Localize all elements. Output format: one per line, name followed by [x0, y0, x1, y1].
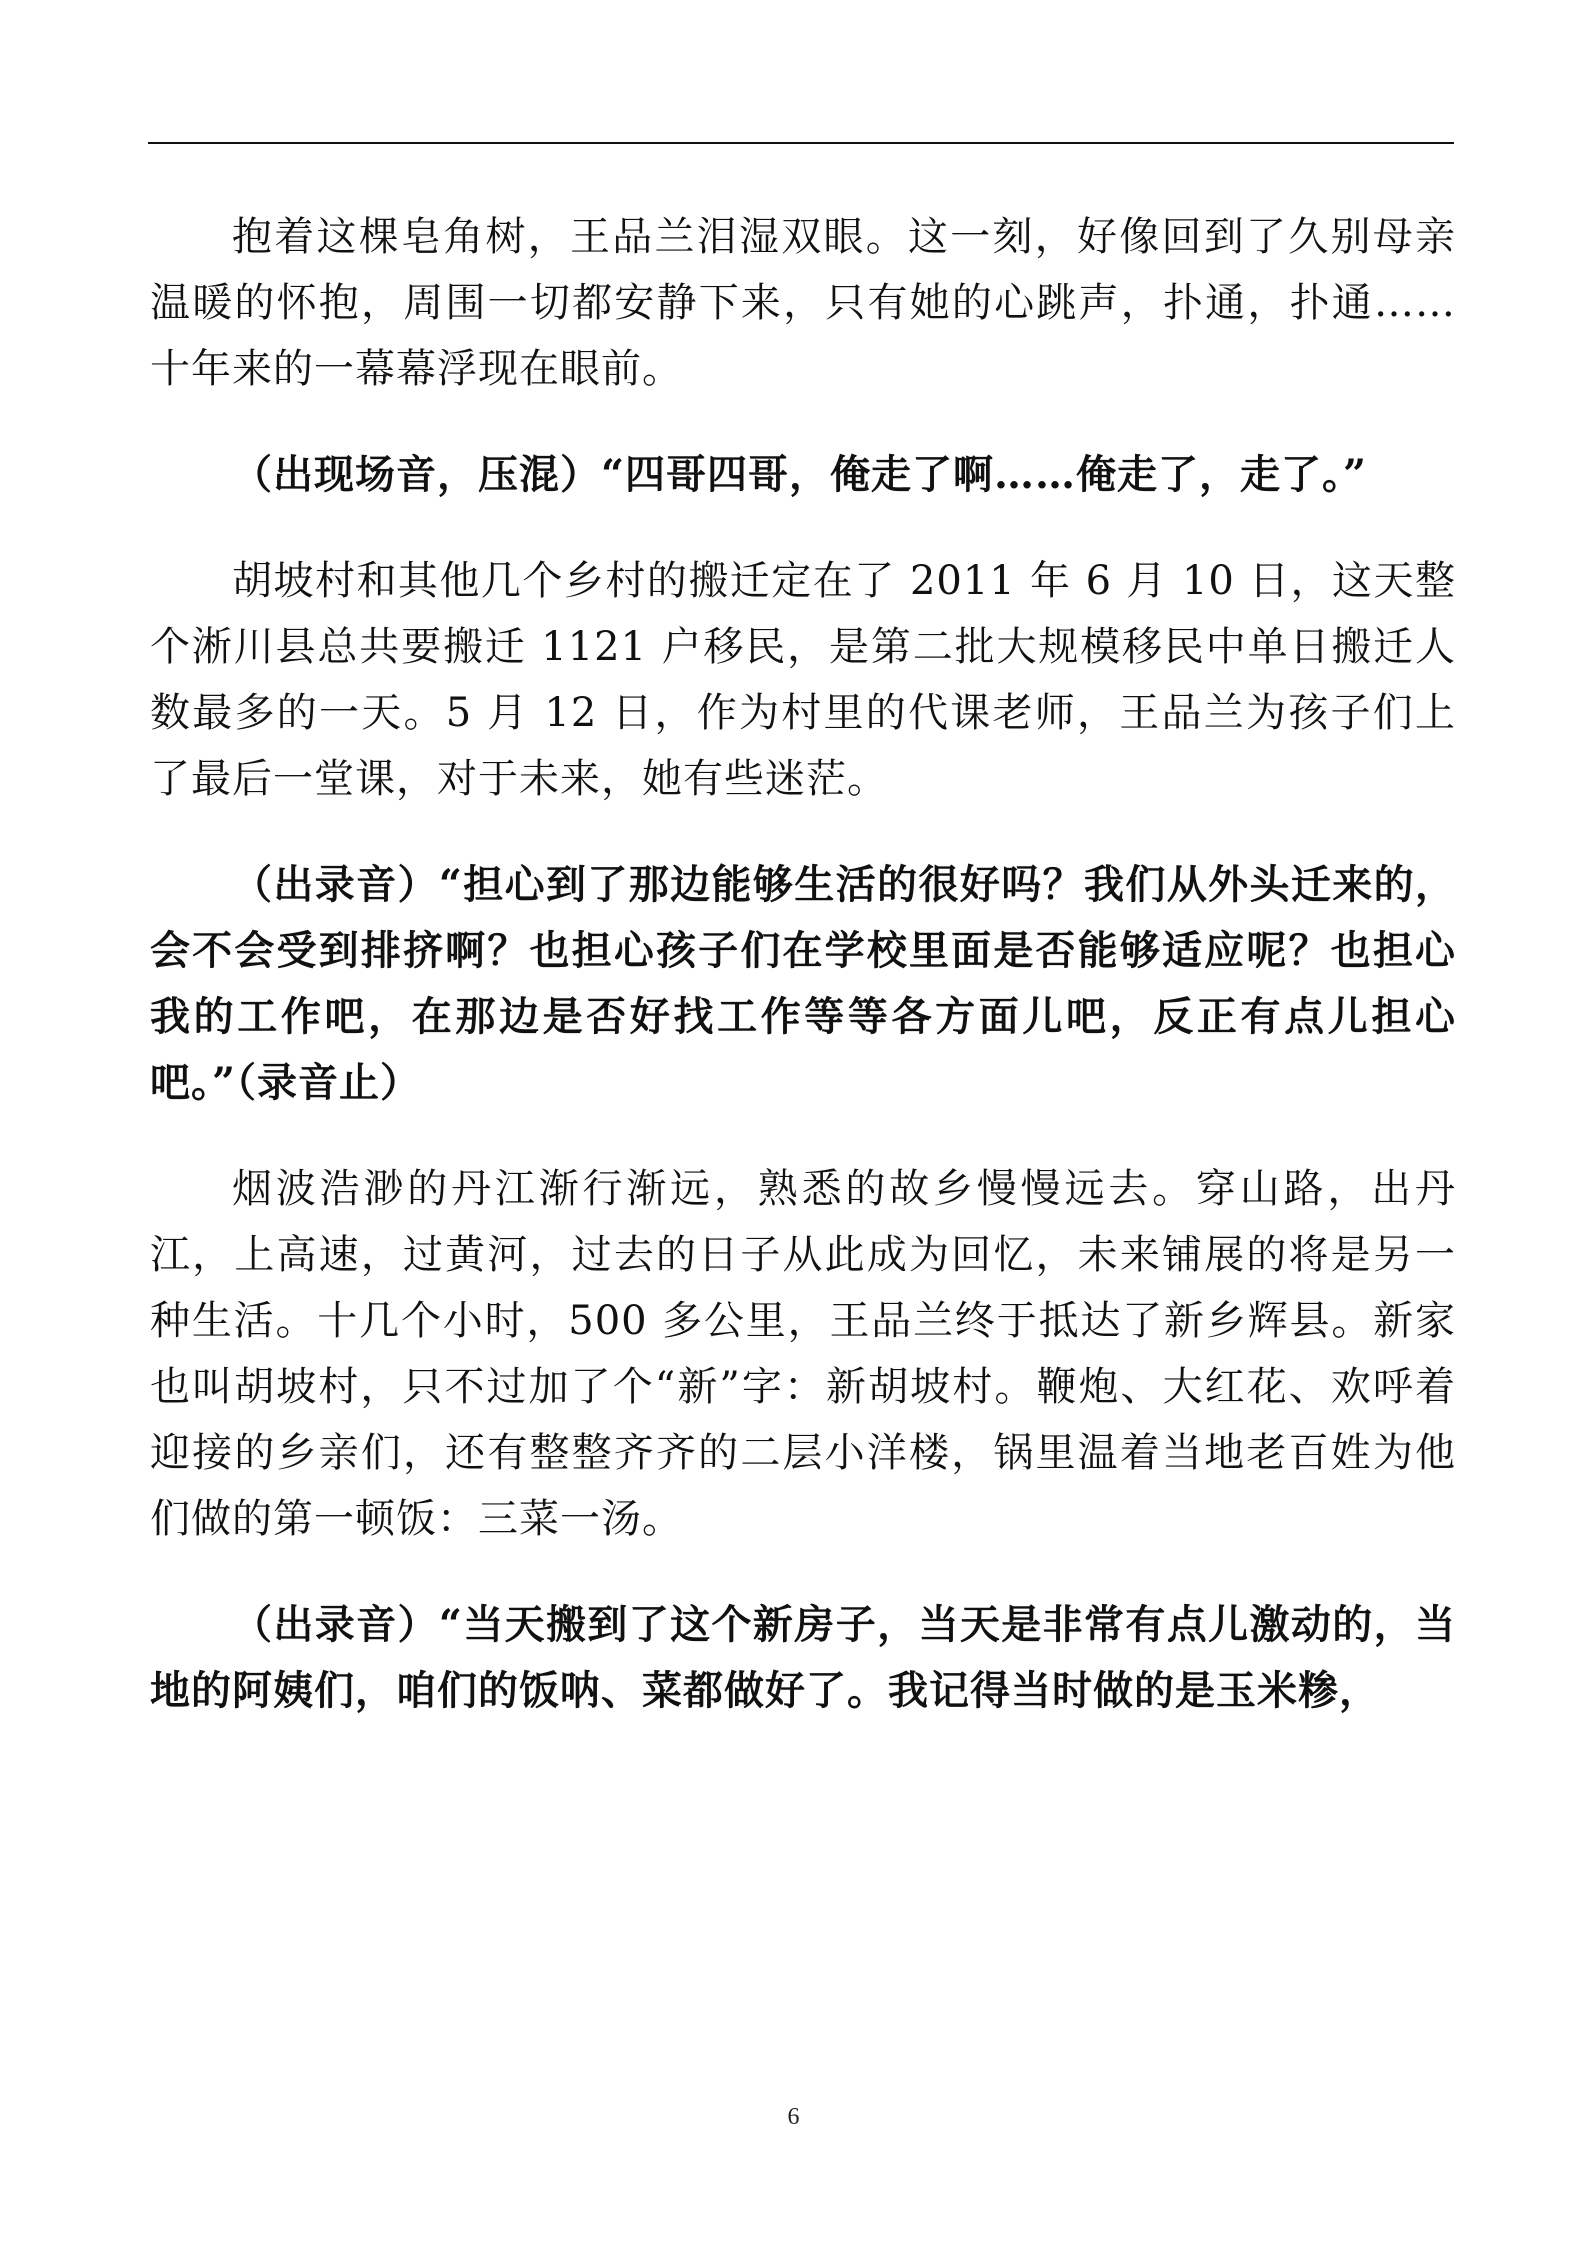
- header-rule: [148, 142, 1454, 144]
- paragraph-2: （出现场音，压混）“四哥四哥，俺走了啊……俺走了，走了。”: [232, 451, 1368, 498]
- paragraph-6: （出录音）“当天搬到了这个新房子，当天是非常有点儿激动的，当地的阿姨们，咱们的饭呐、菜都做好了。我记得当时做的是玉米糁，: [150, 1601, 1456, 1714]
- paragraph-5: 烟波浩渺的丹江渐行渐远，熟悉的故乡慢慢远去。穿山路，出丹江，上高速，过黄河，过去的日子从此成为回忆，未来铺展的将是另一种生活。十几个小时，500 多公里，王品兰终于抵达了新乡辉县。新家也叫胡坡村，只不过加了个“新”字：新胡坡村。鞭炮、大红花、欢呼着迎接的乡亲们，还有整整齐齐的二层小洋楼，锅里温着当地老百姓为他们做的第一顿饭：三菜一汤。: [150, 1166, 1456, 1542]
- paragraph-1: 抱着这棵皂角树，王品兰泪湿双眼。这一刻，好像回到了久别母亲温暖的怀抱，周围一切都安静下来，只有她的心跳声，扑通，扑通……十年来的一幕幕浮现在眼前。: [150, 214, 1456, 392]
- paragraph-4: （出录音）“担心到了那边能够生活的很好吗？我们从外头迁来的，会不会受到排挤啊？也担心孩子们在学校里面是否能够适应呢？也担心我的工作吧，在那边是否好找工作等等各方面儿吧，反正有点儿担心吧。”（录音止）: [150, 861, 1456, 1106]
- document-body: [150, 204, 1456, 1724]
- page-number: 6: [787, 2104, 800, 2130]
- paragraph-3: 胡坡村和其他几个乡村的搬迁定在了 2011 年 6 月 10 日，这天整个淅川县总共要搬迁 1121 户移民，是第二批大规模移民中单日搬迁人数最多的一天。5 月 12 日，作为村里的代课老师，王品兰为孩子们上了最后一堂课，对于未来，她有些迷茫。: [150, 558, 1456, 802]
